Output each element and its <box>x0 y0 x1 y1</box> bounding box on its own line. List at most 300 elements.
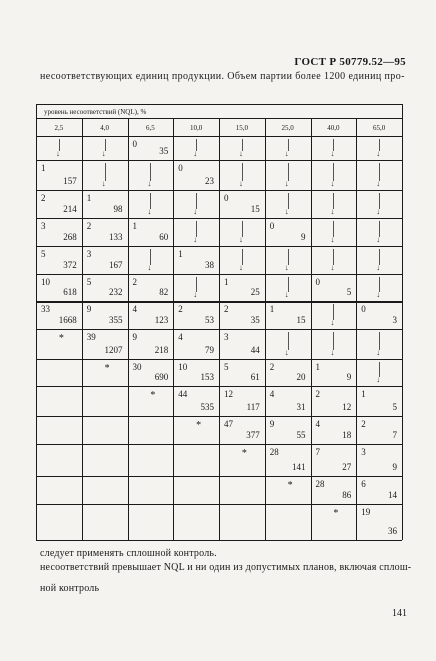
table-cell <box>173 444 219 476</box>
acceptance-number: 3 <box>86 249 92 259</box>
table-cell <box>219 444 265 476</box>
acceptance-number: 0 <box>315 277 320 287</box>
arrow-head-icon: ↓ <box>330 235 335 244</box>
down-arrow-icon <box>376 221 381 244</box>
sample-size: 98 <box>113 204 123 214</box>
table-cell <box>82 359 128 386</box>
table-cell <box>82 504 128 540</box>
table-cell <box>128 218 174 246</box>
table-cell <box>311 274 357 301</box>
sample-size: 218 <box>154 345 169 355</box>
table-cell <box>311 136 357 160</box>
down-arrow-icon <box>330 163 335 188</box>
asterisk-mark: * <box>58 333 64 344</box>
sample-size: 268 <box>63 232 77 242</box>
sample-size: 20 <box>296 372 306 382</box>
arrow-head-icon: ↓ <box>147 263 152 272</box>
sample-size: 5 <box>392 402 397 412</box>
acceptance-number: 2 <box>224 304 229 314</box>
table-cell <box>356 136 402 160</box>
table-cell <box>128 359 174 386</box>
acceptance-number: 33 <box>41 304 50 314</box>
sample-size: 38 <box>205 260 214 270</box>
sample-size: 7 <box>392 430 397 440</box>
table-cell <box>311 386 357 416</box>
table-cell <box>311 359 357 386</box>
acceptance-number: 4 <box>178 332 183 342</box>
acceptance-number: 2 <box>269 362 275 372</box>
acceptance-number: 12 <box>224 389 233 399</box>
table-cell <box>219 386 265 416</box>
table-cell <box>36 274 82 301</box>
sample-size: 35 <box>159 146 169 156</box>
sample-size: 355 <box>109 315 123 325</box>
down-arrow-icon <box>330 249 335 272</box>
acceptance-number: 2 <box>361 419 366 429</box>
asterisk-mark: * <box>196 420 202 431</box>
table-cell <box>128 476 174 504</box>
acceptance-number: 1 <box>315 362 320 372</box>
table-cell <box>36 386 82 416</box>
table-cell <box>219 301 265 329</box>
arrow-head-icon: ↓ <box>193 149 198 158</box>
table-cell <box>36 136 82 160</box>
acceptance-number: 1 <box>41 163 46 173</box>
acceptance-number: 0 <box>361 304 366 314</box>
table-cell <box>128 416 174 444</box>
acceptance-number: 10 <box>41 277 50 287</box>
rule <box>36 104 37 118</box>
table-cell <box>36 218 82 246</box>
down-arrow-icon <box>55 139 60 158</box>
sample-size: 18 <box>342 430 352 440</box>
sample-size: 9 <box>301 232 306 242</box>
table-cell <box>219 246 265 274</box>
down-arrow-icon <box>147 249 152 272</box>
table-cell <box>173 274 219 301</box>
acceptance-number: 2 <box>315 389 320 399</box>
down-arrow-icon <box>193 277 198 299</box>
acceptance-number: 1 <box>86 193 92 203</box>
sample-size: 1207 <box>104 345 123 355</box>
table-cell <box>82 386 128 416</box>
sample-size: 12 <box>342 402 352 412</box>
table-cell <box>311 190 357 218</box>
table-cell <box>265 444 311 476</box>
table-cell <box>356 386 402 416</box>
arrow-head-icon: ↓ <box>101 179 106 188</box>
sample-size: 3 <box>392 315 397 325</box>
table-cell <box>36 329 82 359</box>
table-cell <box>173 301 219 329</box>
table-cell <box>219 274 265 301</box>
table-cell <box>356 476 402 504</box>
table-cell <box>128 386 174 416</box>
sample-size: 60 <box>159 232 169 242</box>
asterisk-mark: * <box>241 448 247 459</box>
table-cell <box>219 416 265 444</box>
acceptance-number: 2 <box>178 304 183 314</box>
down-arrow-icon <box>193 193 198 216</box>
table-cell <box>82 246 128 274</box>
table-cell <box>128 329 174 359</box>
sample-size: 123 <box>154 315 169 325</box>
down-arrow-icon <box>330 193 335 216</box>
table-cell <box>173 416 219 444</box>
sample-size: 690 <box>154 372 169 382</box>
arrow-head-icon: ↓ <box>330 179 335 188</box>
table-cell <box>219 359 265 386</box>
table-cell <box>265 359 311 386</box>
sample-size: 25 <box>250 287 260 297</box>
table-cell <box>356 218 402 246</box>
down-arrow-icon <box>238 163 243 188</box>
acceptance-number: 5 <box>41 249 46 259</box>
acceptance-number: 1 <box>132 221 137 231</box>
table-cell <box>311 218 357 246</box>
table-cell <box>356 246 402 274</box>
table-cell <box>219 136 265 160</box>
table-cell <box>265 218 311 246</box>
table-cell <box>36 160 82 190</box>
acceptance-number: 5 <box>224 362 229 372</box>
table-cell <box>311 329 357 359</box>
footer-line: ной контроль <box>40 583 100 594</box>
table-cell <box>82 218 128 246</box>
column-header: 25,0 <box>281 124 294 132</box>
arrow-head-icon: ↓ <box>193 207 198 216</box>
table-cell <box>82 416 128 444</box>
down-arrow-icon <box>147 193 152 216</box>
table-cell <box>173 246 219 274</box>
sample-size: 5 <box>346 287 352 297</box>
sample-size: 117 <box>246 402 260 412</box>
table-cell <box>36 246 82 274</box>
table-cell <box>356 329 402 359</box>
table-cell <box>128 504 174 540</box>
down-arrow-icon <box>284 139 289 158</box>
sample-size: 35 <box>250 315 260 325</box>
table-cell <box>311 444 357 476</box>
acceptance-number: 2 <box>86 221 92 231</box>
sample-size: 133 <box>109 232 123 242</box>
sample-size: 31 <box>296 402 306 412</box>
sample-size: 153 <box>200 372 214 382</box>
acceptance-number: 1 <box>269 304 275 314</box>
arrow-head-icon: ↓ <box>101 149 106 158</box>
table-cell <box>173 136 219 160</box>
arrow-head-icon: ↓ <box>376 179 381 188</box>
sample-size: 14 <box>388 490 397 500</box>
acceptance-number: 3 <box>224 332 229 342</box>
table-cell <box>36 476 82 504</box>
sample-size: 535 <box>200 402 214 412</box>
down-arrow-icon <box>330 332 335 357</box>
table-cell <box>82 476 128 504</box>
acceptance-number: 4 <box>269 389 275 399</box>
table-cell <box>219 218 265 246</box>
acceptance-number: 10 <box>178 362 188 372</box>
table-cell <box>356 504 402 540</box>
acceptance-number: 0 <box>178 163 183 173</box>
sample-size: 9 <box>392 462 397 472</box>
table-cell <box>173 359 219 386</box>
table-cell <box>356 301 402 329</box>
rule <box>36 540 402 541</box>
standard-code: ГОСТ Р 50779.52—95 <box>294 56 406 68</box>
page-number: 141 <box>392 608 407 619</box>
sample-size: 618 <box>63 287 77 297</box>
table-cell <box>356 274 402 301</box>
acceptance-number: 4 <box>315 419 320 429</box>
table-cell <box>265 301 311 329</box>
arrow-head-icon: ↓ <box>238 263 243 272</box>
table-cell <box>36 504 82 540</box>
asterisk-mark: * <box>287 480 293 491</box>
acceptance-number: 0 <box>132 139 137 149</box>
arrow-head-icon: ↓ <box>238 235 243 244</box>
table-cell <box>265 274 311 301</box>
table-cell <box>219 160 265 190</box>
down-arrow-icon <box>238 139 243 158</box>
sample-size: 44 <box>250 345 260 355</box>
rule <box>402 118 403 540</box>
table-cell <box>173 504 219 540</box>
table-cell <box>36 359 82 386</box>
down-arrow-icon <box>284 193 289 216</box>
arrow-head-icon: ↓ <box>147 179 152 188</box>
table-cell <box>219 476 265 504</box>
down-arrow-icon <box>284 163 289 188</box>
acceptance-number: 19 <box>361 507 371 517</box>
arrow-head-icon: ↓ <box>284 348 289 357</box>
acceptance-number: 3 <box>41 221 46 231</box>
table-caption: уровень несоответствий (NQL), % <box>44 108 147 116</box>
table-cell <box>265 329 311 359</box>
arrow-head-icon: ↓ <box>238 149 243 158</box>
sample-size: 141 <box>292 462 306 472</box>
sample-size: 1668 <box>58 315 77 325</box>
table-cell <box>173 218 219 246</box>
sample-size: 157 <box>63 176 77 186</box>
table-cell <box>36 416 82 444</box>
table-cell <box>36 444 82 476</box>
sample-size: 372 <box>63 260 77 270</box>
arrow-head-icon: ↓ <box>284 179 289 188</box>
table-cell <box>36 190 82 218</box>
acceptance-number: 5 <box>86 277 92 287</box>
sample-size: 232 <box>109 287 123 297</box>
sample-size: 15 <box>296 315 306 325</box>
acceptance-number: 47 <box>224 419 233 429</box>
footer-line: следует применять сплошной контроль. <box>40 548 217 559</box>
arrow-head-icon: ↓ <box>55 149 60 158</box>
table-cell <box>311 476 357 504</box>
arrow-head-icon: ↓ <box>376 348 381 357</box>
down-arrow-icon <box>376 249 381 272</box>
arrow-head-icon: ↓ <box>330 207 335 216</box>
nql-table <box>36 104 402 540</box>
table-cell <box>265 416 311 444</box>
acceptance-number: 9 <box>86 304 92 314</box>
arrow-head-icon: ↓ <box>330 318 335 327</box>
table-cell <box>128 160 174 190</box>
table-cell <box>356 444 402 476</box>
acceptance-number: 2 <box>41 193 46 203</box>
arrow-head-icon: ↓ <box>284 207 289 216</box>
down-arrow-icon <box>238 221 243 244</box>
table-cell <box>128 136 174 160</box>
sample-size: 377 <box>246 430 260 440</box>
acceptance-number: 4 <box>132 304 137 314</box>
sample-size: 23 <box>205 176 214 186</box>
table-cell <box>82 274 128 301</box>
table-cell <box>311 301 357 329</box>
table-cell <box>82 444 128 476</box>
acceptance-number: 2 <box>132 277 137 287</box>
down-arrow-icon <box>238 249 243 272</box>
acceptance-number: 9 <box>132 332 137 342</box>
acceptance-number: 28 <box>315 479 325 489</box>
table-cell <box>265 246 311 274</box>
table-cell <box>356 359 402 386</box>
table-cell <box>356 416 402 444</box>
sample-size: 27 <box>342 462 352 472</box>
table-cell <box>82 136 128 160</box>
column-header: 4,0 <box>100 124 109 132</box>
table-cell <box>82 301 128 329</box>
rule <box>402 104 403 118</box>
acceptance-number: 7 <box>315 447 320 457</box>
table-cell <box>173 190 219 218</box>
table-cell <box>265 136 311 160</box>
table-cell <box>82 190 128 218</box>
down-arrow-icon <box>147 163 152 188</box>
sample-size: 15 <box>250 204 260 214</box>
sample-size: 86 <box>342 490 352 500</box>
table-cell <box>219 329 265 359</box>
arrow-head-icon: ↓ <box>193 235 198 244</box>
table-cell <box>265 190 311 218</box>
sample-size: 82 <box>159 287 169 297</box>
column-header: 15,0 <box>235 124 248 132</box>
arrow-head-icon: ↓ <box>376 149 381 158</box>
footer-line: несоответствий превышает NQL и ни один из допустимых планов, включая сплош- <box>40 562 412 573</box>
down-arrow-icon <box>284 249 289 272</box>
table-cell <box>173 160 219 190</box>
rule <box>36 104 402 105</box>
down-arrow-icon <box>330 139 335 158</box>
asterisk-mark: * <box>333 508 339 519</box>
sample-size: 55 <box>296 430 306 440</box>
down-arrow-icon <box>376 332 381 357</box>
table-cell <box>311 416 357 444</box>
acceptance-number: 6 <box>361 479 366 489</box>
down-arrow-icon <box>193 139 198 158</box>
arrow-head-icon: ↓ <box>376 207 381 216</box>
arrow-head-icon: ↓ <box>284 290 289 299</box>
sample-size: 79 <box>205 345 214 355</box>
arrow-head-icon: ↓ <box>376 375 381 384</box>
table-cell <box>173 329 219 359</box>
table-cell <box>128 301 174 329</box>
sample-size: 9 <box>346 372 352 382</box>
sample-size: 61 <box>250 372 260 382</box>
column-header: 10,0 <box>190 124 203 132</box>
sample-size: 53 <box>205 315 214 325</box>
column-header: 40,0 <box>327 124 340 132</box>
down-arrow-icon <box>376 277 381 299</box>
acceptance-number: 1 <box>361 389 366 399</box>
down-arrow-icon <box>284 332 289 357</box>
table-cell <box>128 246 174 274</box>
table-cell <box>173 386 219 416</box>
arrow-head-icon: ↓ <box>238 179 243 188</box>
asterisk-mark: * <box>150 390 156 401</box>
table-cell <box>356 190 402 218</box>
table-cell <box>265 160 311 190</box>
sample-size: 36 <box>388 526 397 536</box>
acceptance-number: 28 <box>269 447 279 457</box>
arrow-head-icon: ↓ <box>376 290 381 299</box>
text-line: несоответствующих единиц продукции. Объем партии более 1200 единиц про- <box>40 71 405 82</box>
down-arrow-icon <box>376 139 381 158</box>
table-cell <box>173 476 219 504</box>
arrow-head-icon: ↓ <box>284 149 289 158</box>
arrow-head-icon: ↓ <box>147 207 152 216</box>
arrow-head-icon: ↓ <box>284 263 289 272</box>
sample-size: 214 <box>63 204 77 214</box>
arrow-head-icon: ↓ <box>330 149 335 158</box>
table-cell <box>356 160 402 190</box>
table-cell <box>128 444 174 476</box>
arrow-head-icon: ↓ <box>376 263 381 272</box>
table-cell <box>82 160 128 190</box>
down-arrow-icon <box>330 221 335 244</box>
down-arrow-icon <box>376 163 381 188</box>
column-header: 6,5 <box>146 124 155 132</box>
arrow-head-icon: ↓ <box>330 348 335 357</box>
arrow-head-icon: ↓ <box>376 235 381 244</box>
acceptance-number: 0 <box>224 193 229 203</box>
table-cell <box>265 504 311 540</box>
column-header: 65,0 <box>373 124 386 132</box>
acceptance-number: 0 <box>269 221 275 231</box>
down-arrow-icon <box>101 139 106 158</box>
arrow-head-icon: ↓ <box>193 290 198 299</box>
down-arrow-icon <box>284 277 289 299</box>
table-cell <box>311 504 357 540</box>
acceptance-number: 3 <box>361 447 366 457</box>
down-arrow-icon <box>376 362 381 384</box>
acceptance-number: 1 <box>224 277 229 287</box>
table-cell <box>265 386 311 416</box>
table-cell <box>82 329 128 359</box>
table-cell <box>311 160 357 190</box>
sample-size: 167 <box>109 260 123 270</box>
table-cell <box>128 274 174 301</box>
acceptance-number: 1 <box>178 249 183 259</box>
acceptance-number: 30 <box>132 362 142 372</box>
acceptance-number: 9 <box>269 419 275 429</box>
down-arrow-icon <box>101 163 106 188</box>
acceptance-number: 39 <box>86 332 96 342</box>
table-cell <box>265 476 311 504</box>
column-header: 2,5 <box>54 124 64 132</box>
acceptance-number: 44 <box>178 389 188 399</box>
down-arrow-icon <box>330 304 335 327</box>
table-cell <box>219 504 265 540</box>
